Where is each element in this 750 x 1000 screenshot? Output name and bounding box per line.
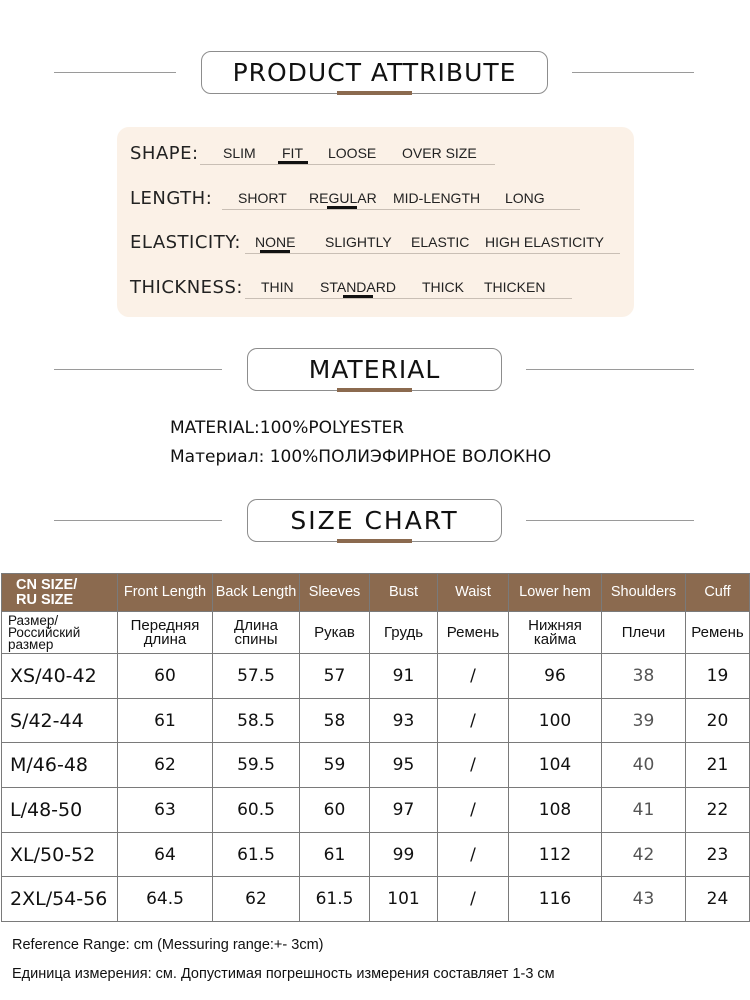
measurement-cell: 40 xyxy=(602,743,686,788)
material-title: MATERIAL xyxy=(247,348,502,391)
measurement-cell: 59 xyxy=(300,743,370,788)
size-chart-table xyxy=(1,573,750,922)
measurement-cell: 57.5 xyxy=(213,654,300,699)
column-header-russian: Передняя длина xyxy=(118,612,213,654)
attribute-rule xyxy=(200,164,495,165)
divider-right xyxy=(526,520,694,521)
table-row xyxy=(2,788,750,833)
attribute-option: LONG xyxy=(505,190,545,206)
divider-left xyxy=(54,72,176,73)
measurement-cell: 58 xyxy=(300,698,370,743)
attribute-option: SLIM xyxy=(223,145,256,161)
measurement-cell: 23 xyxy=(686,832,750,877)
reference-note-english: Reference Range: cm (Messuring range:+- 3cm) xyxy=(12,937,324,953)
attribute-option-selected: NONE xyxy=(255,234,296,250)
attribute-option: SLIGHTLY xyxy=(325,234,392,250)
attribute-option: HIGH ELASTICITY xyxy=(485,234,605,250)
measurement-cell: 95 xyxy=(370,743,438,788)
measurement-cell: 62 xyxy=(118,743,213,788)
reference-note-russian: Единица измерения: см. Допустимая погрешность измерения составляет 1-3 см xyxy=(12,966,555,982)
attribute-option: OVER SIZE xyxy=(402,145,477,161)
header-row-english xyxy=(2,574,750,612)
measurement-cell: 108 xyxy=(509,788,602,833)
measurement-cell: 24 xyxy=(686,877,750,922)
selected-marker xyxy=(343,295,373,298)
measurement-cell: / xyxy=(438,654,509,699)
measurement-cell: 62 xyxy=(213,877,300,922)
column-header-russian: Грудь xyxy=(370,612,438,654)
title-underline xyxy=(337,388,412,392)
table-row xyxy=(2,832,750,877)
measurement-cell: 42 xyxy=(602,832,686,877)
size-label-cell: 2XL/54-56 xyxy=(2,877,118,922)
attribute-option-selected: FIT xyxy=(282,145,303,161)
measurement-cell: 58.5 xyxy=(213,698,300,743)
table-row xyxy=(2,877,750,922)
measurement-cell: 19 xyxy=(686,654,750,699)
attribute-option: THIN xyxy=(261,279,294,295)
measurement-cell: 61 xyxy=(118,698,213,743)
size-label-cell: L/48-50 xyxy=(2,788,118,833)
column-header-english: Cuff xyxy=(686,574,750,612)
measurement-cell: 104 xyxy=(509,743,602,788)
attribute-label: ELASTICITY: xyxy=(130,232,241,253)
selected-marker xyxy=(327,206,357,209)
attribute-option: MID-LENGTH xyxy=(393,190,481,206)
column-header-russian: Плечи xyxy=(602,612,686,654)
divider-left xyxy=(54,369,222,370)
header-row-russian xyxy=(2,612,750,654)
attribute-rule xyxy=(222,209,580,210)
column-header-english: CN SIZE/ RU SIZE xyxy=(2,574,118,612)
measurement-cell: 99 xyxy=(370,832,438,877)
divider-right xyxy=(526,369,694,370)
product-attribute-title: PRODUCT ATTRIBUTE xyxy=(201,51,548,94)
attribute-label: LENGTH: xyxy=(130,188,213,209)
measurement-cell: 93 xyxy=(370,698,438,743)
measurement-cell: 97 xyxy=(370,788,438,833)
table-row xyxy=(2,654,750,699)
measurement-cell: 61 xyxy=(300,832,370,877)
attribute-label: THICKNESS: xyxy=(130,277,243,298)
column-header-russian: Рукав xyxy=(300,612,370,654)
size-label-cell: XL/50-52 xyxy=(2,832,118,877)
column-header-english: Front Length xyxy=(118,574,213,612)
title-underline xyxy=(337,539,412,543)
attribute-option: LOOSE xyxy=(328,145,377,161)
attribute-rule xyxy=(245,253,620,254)
divider-right xyxy=(572,72,694,73)
measurement-cell: / xyxy=(438,877,509,922)
measurement-cell: 38 xyxy=(602,654,686,699)
measurement-cell: 64 xyxy=(118,832,213,877)
measurement-cell: 64.5 xyxy=(118,877,213,922)
column-header-russian: Нижняя кайма xyxy=(509,612,602,654)
attribute-label: SHAPE: xyxy=(130,143,199,164)
attribute-option: THICK xyxy=(422,279,464,295)
attribute-option-selected: STANDARD xyxy=(320,279,396,295)
column-header-english: Waist xyxy=(438,574,509,612)
column-header-russian: Ремень xyxy=(686,612,750,654)
column-header-russian: Размер/ Российский размер xyxy=(2,612,118,654)
measurement-cell: 91 xyxy=(370,654,438,699)
selected-marker xyxy=(278,161,308,164)
column-header-russian: Длина спины xyxy=(213,612,300,654)
measurement-cell: / xyxy=(438,788,509,833)
measurement-cell: 22 xyxy=(686,788,750,833)
measurement-cell: 61.5 xyxy=(300,877,370,922)
measurement-cell: / xyxy=(438,698,509,743)
measurement-cell: / xyxy=(438,743,509,788)
measurement-cell: 60 xyxy=(300,788,370,833)
divider-left xyxy=(54,520,222,521)
measurement-cell: 112 xyxy=(509,832,602,877)
column-header-russian: Ремень xyxy=(438,612,509,654)
attribute-option: THICKEN xyxy=(484,279,546,295)
measurement-cell: 61.5 xyxy=(213,832,300,877)
measurement-cell: 43 xyxy=(602,877,686,922)
table-row xyxy=(2,698,750,743)
title-underline xyxy=(337,91,412,95)
measurement-cell: 63 xyxy=(118,788,213,833)
column-header-english: Sleeves xyxy=(300,574,370,612)
material-russian: Материал: 100%ПОЛИЭФИРНОЕ ВОЛОКНО xyxy=(170,447,552,467)
measurement-cell: 96 xyxy=(509,654,602,699)
measurement-cell: 100 xyxy=(509,698,602,743)
attribute-option-selected: REGULAR xyxy=(309,190,377,206)
material-english: MATERIAL:100%POLYESTER xyxy=(170,418,405,438)
attribute-option: ELASTIC xyxy=(411,234,470,250)
measurement-cell: 20 xyxy=(686,698,750,743)
measurement-cell: 60.5 xyxy=(213,788,300,833)
measurement-cell: 116 xyxy=(509,877,602,922)
size-label-cell: S/42-44 xyxy=(2,698,118,743)
measurement-cell: 59.5 xyxy=(213,743,300,788)
measurement-cell: 21 xyxy=(686,743,750,788)
measurement-cell: 41 xyxy=(602,788,686,833)
attribute-option: SHORT xyxy=(238,190,287,206)
measurement-cell: 101 xyxy=(370,877,438,922)
measurement-cell: 39 xyxy=(602,698,686,743)
size-label-cell: M/46-48 xyxy=(2,743,118,788)
column-header-english: Bust xyxy=(370,574,438,612)
size-chart-title: SIZE CHART xyxy=(247,499,502,542)
measurement-cell: / xyxy=(438,832,509,877)
measurement-cell: 60 xyxy=(118,654,213,699)
size-label-cell: XS/40-42 xyxy=(2,654,118,699)
measurement-cell: 57 xyxy=(300,654,370,699)
column-header-english: Shoulders xyxy=(602,574,686,612)
column-header-english: Lower hem xyxy=(509,574,602,612)
table-row xyxy=(2,743,750,788)
column-header-english: Back Length xyxy=(213,574,300,612)
attribute-rule xyxy=(245,298,572,299)
selected-marker xyxy=(260,250,290,253)
